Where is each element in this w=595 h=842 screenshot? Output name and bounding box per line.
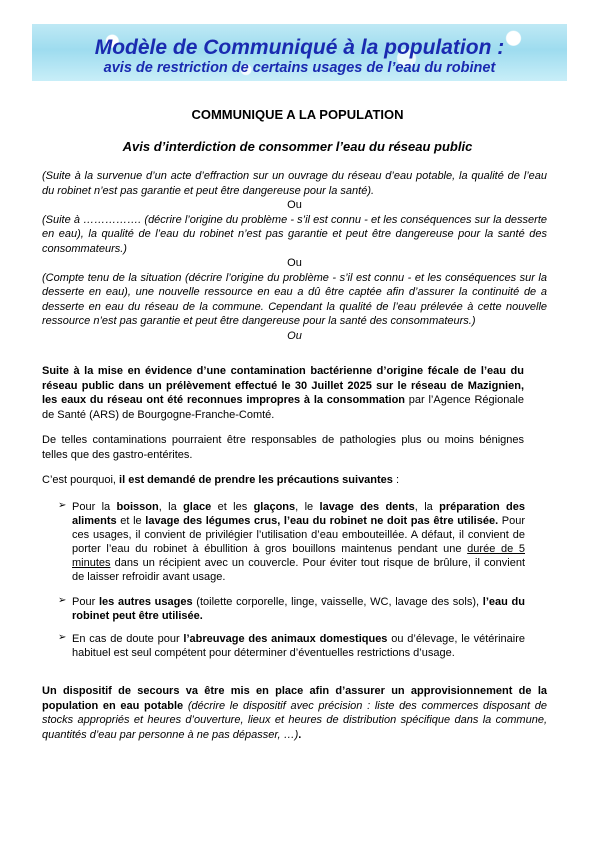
paragraph-pathologies: De telles contaminations pourraient être responsables de pathologies plus ou moins bénignes telles que des gastro-entérites.: [42, 434, 524, 461]
precautions-bold: il est demandé de prendre les précautions suivantes: [119, 474, 393, 486]
text: , la: [414, 501, 440, 513]
bullet-drinking-water: [72, 500, 525, 584]
text-underlined: durée de 5 minutes: [72, 543, 525, 569]
contamination-rest: par l’Agence Régionale de Santé (ARS) de Bourgogne-Franche-Comté.: [42, 394, 524, 421]
text: , le: [295, 501, 320, 513]
options-block: [42, 169, 547, 343]
text-bold: glaçons: [253, 501, 296, 513]
page-subheading: Avis d’interdiction de consommer l’eau du réseau public: [122, 139, 473, 154]
emergency-end: .: [298, 728, 302, 741]
text: Pour ces usages, il convient de privilégier l’utilisation d’eau embouteillée. A défaut, il convient de porter l’eau du robinet à ébullition à gros bouillons maintenus pendant une: [72, 515, 526, 555]
bullet-animals: [72, 632, 525, 660]
banner-subtitle: avis de restriction de certains usages de l’eau du robinet: [103, 60, 496, 76]
emergency-italic: (décrire le dispositif avec précision : liste des commerces disposant de stocks appropriés et heures d’ouverture, lieux et heures de distribution spécifique dans la commune, quantités d’eau par personne à ne pas dépasser, …): [42, 699, 547, 741]
text-bold: l’abreuvage des animaux domestiques: [183, 633, 388, 645]
text-bold: glace: [183, 501, 212, 513]
option-2: (Suite à ……………. (décrire l’origine du problème - s’il est connu - et les conséquences sur la desserte en eau), la qualité de l’eau du robinet n’est pas garantie et peut être dangereuse pour la santé des consommateurs.): [42, 213, 547, 255]
bullet-arrow-icon: ➢: [58, 500, 67, 511]
header-banner: [32, 24, 567, 81]
paragraph-emergency-supply: [42, 684, 547, 742]
text: En cas de doute pour: [72, 633, 184, 645]
or-separator-2: Ou: [287, 257, 302, 269]
text: dans un récipient avec un couvercle. Pour éviter tout risque de brûlure, il convient de laisser refroidir avant usage.: [72, 557, 525, 583]
contamination-bold: Suite à la mise en évidence d’une contamination bactérienne d’origine fécale de l’eau du réseau public dans un prélèvement effectué le 30 Juillet 2025 sur le réseau de Mazignien, les eaux du réseau ont été reconnues impropres à la consommation: [42, 365, 524, 406]
text-bold: préparation des aliments: [72, 501, 525, 527]
text: Pour la: [72, 501, 117, 513]
bullet-arrow-icon: ➢: [58, 595, 67, 606]
text-bold: , l’eau du robinet ne doit pas être utilisée.: [277, 515, 499, 527]
text: , la: [158, 501, 184, 513]
text-bold: lavage des légumes crus: [145, 515, 278, 527]
text: (toilette corporelle, linge, vaisselle, WC, lavage des sols),: [192, 596, 483, 608]
text-bold: les autres usages: [98, 596, 193, 608]
option-1: (Suite à la survenue d’un acte d’effraction sur un ouvrage du réseau d’eau potable, la qualité de l’eau du robinet n’est pas garantie et peut être dangereuse pour la santé).: [42, 170, 547, 197]
page-heading: COMMUNIQUE A LA POPULATION: [191, 107, 404, 122]
or-separator-1: Ou: [287, 199, 302, 211]
emergency-bold: Un dispositif de secours va être mis en place afin d’assurer un approvisionnement de la population en eau potable: [42, 685, 547, 712]
banner-title: Modèle de Communiqué à la population :: [94, 36, 505, 59]
precautions-lead: C’est pourquoi,: [42, 474, 120, 486]
paragraph-precautions: [42, 473, 524, 488]
option-3: (Compte tenu de la situation (décrire l’origine du problème - s’il est connu - et les conséquences sur la desserte en eau), une nouvelle ressource en eau a dû être captée afin d’assurer la continuité de a desserte en eau du réseau de la commune. Cependant la qualité de l’eau prélevée à cette nouvelle ressource n’est pas garantie et peut être dangereuse pour la santé des consommateurs.): [42, 271, 547, 327]
text: et les: [211, 501, 254, 513]
bullet-arrow-icon: ➢: [58, 632, 67, 643]
text: et le: [116, 515, 146, 527]
text-bold: boisson: [116, 501, 159, 513]
text-bold: lavage des dents: [319, 501, 415, 513]
paragraph-contamination: [42, 364, 524, 422]
text-bold: l’eau du robinet peut être utilisée.: [72, 596, 525, 622]
bullet-other-uses: [72, 595, 525, 623]
precautions-end: :: [392, 474, 400, 486]
text: ou d’élevage, le vétérinaire habituel est seul compétent pour déterminer d’éventuelles restrictions d’usage.: [72, 633, 525, 659]
text: Pour: [72, 596, 99, 608]
or-separator-3: Ou: [287, 329, 302, 342]
